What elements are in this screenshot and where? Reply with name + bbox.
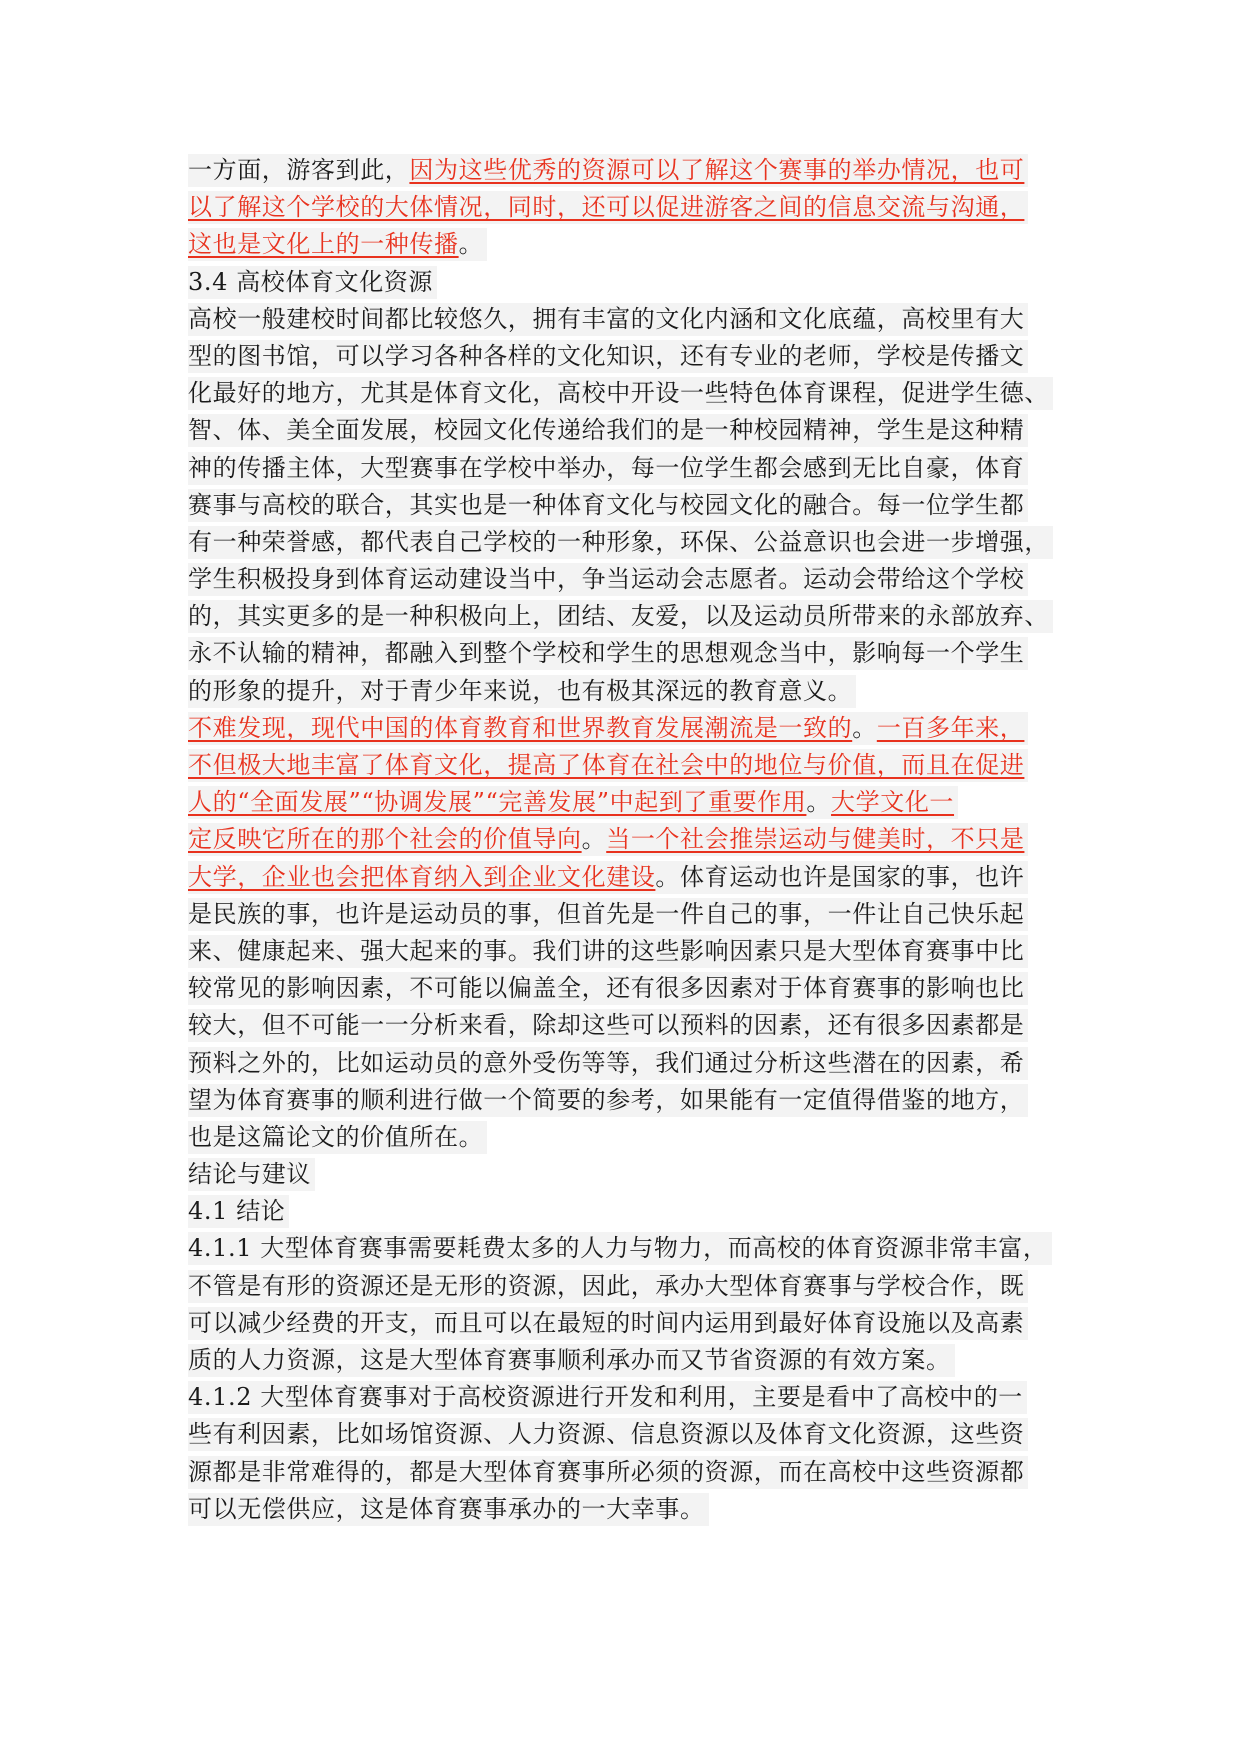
text-line-content [188, 898, 1028, 931]
text-line-content [188, 600, 1053, 633]
body-text: 结论与建议 [188, 1160, 311, 1189]
text-line [188, 561, 1068, 598]
body-text: 质的人力资源，这是大型体育赛事顺利承办而又节省资源的有效方案。 [188, 1346, 951, 1374]
body-text: 高校一般建校时间都比较悠久，拥有丰富的文化内涵和文化底蕴，高校里有大 [188, 304, 1025, 333]
text-line-content [188, 452, 1028, 485]
text-line-content [188, 414, 1028, 447]
text-line-content [188, 154, 1028, 187]
body-text: 一方面，游客到此， [188, 156, 410, 184]
text-line-content [188, 1158, 315, 1191]
text-line [188, 598, 1068, 635]
text-line [188, 524, 1068, 561]
body-text: 望为体育赛事的顺利进行做一个简要的参考，如果能有一定值得借鉴的地方， [188, 1085, 1025, 1114]
body-text: 可以减少经费的开支，而且可以在最短的时间内运用到最好体育设施以及高素 [188, 1308, 1025, 1337]
text-line [188, 189, 1068, 226]
body-text: 神的传播主体，大型赛事在学校中举办，每一位学生都会感到无比自豪，体育 [188, 453, 1025, 482]
text-line [188, 673, 1068, 710]
text-line [188, 412, 1068, 449]
text-line [188, 970, 1068, 1007]
text-line [188, 1193, 1068, 1230]
body-text: 化最好的地方，尤其是体育文化，高校中开设一些特色体育课程，促进学生德、 [188, 379, 1049, 408]
highlighted-text: 大学，企业也会把体育纳入到企业文化建设 [188, 862, 656, 891]
text-line-content [188, 1418, 1028, 1451]
text-line [188, 1454, 1068, 1491]
body-text: 。 [852, 713, 877, 742]
text-line [188, 1342, 1068, 1379]
text-line [188, 933, 1068, 970]
text-line [188, 338, 1068, 375]
body-text: 智、体、美全面发展，校园文化传递给我们的是一种校园精神，学生是这种精 [188, 416, 1025, 445]
text-line [188, 375, 1068, 412]
text-line [188, 1491, 1068, 1528]
highlighted-text: 这也是文化上的一种传播 [188, 230, 459, 259]
body-text: 源都是非常难得的，都是大型体育赛事所必须的资源，而在高校中这些资源都 [188, 1457, 1025, 1486]
text-line-content [188, 637, 1028, 670]
body-text: 的形象的提升，对于青少年来说，也有极其深远的教育意义。 [188, 676, 853, 705]
text-line [188, 710, 1068, 747]
text-line-content [188, 712, 1028, 745]
text-line-content [188, 266, 437, 299]
text-line [188, 450, 1068, 487]
text-line-content [188, 786, 958, 819]
text-line-content [188, 303, 1028, 336]
body-text: 也是这篇论文的价值所在。 [188, 1122, 484, 1151]
text-line-content [188, 749, 1028, 782]
text-line-content [188, 377, 1053, 410]
body-text: 4.1.2 大型体育赛事对于高校资源进行开发和利用，主要是看中了高校中的一 [188, 1383, 1023, 1412]
text-line-content [188, 1195, 289, 1228]
body-text: 较常见的影响因素，不可能以偏盖全，还有很多因素对于体育赛事的影响也比 [188, 974, 1025, 1003]
text-line-content [188, 861, 1028, 894]
highlighted-text: 当一个社会推崇运动与健美时，不只是 [606, 825, 1025, 854]
text-line [188, 264, 1068, 301]
text-line-content [188, 1344, 955, 1377]
text-line [188, 635, 1068, 672]
text-line-content [188, 1232, 1052, 1265]
text-line [188, 1230, 1068, 1267]
text-line-content [188, 1084, 1028, 1117]
body-text: 3.4 高校体育文化资源 [188, 267, 433, 296]
highlighted-text: 因为这些优秀的资源可以了解这个赛事的举办情况，也可 [409, 156, 1025, 184]
body-text: 型的图书馆，可以学习各种各样的文化知识，还有专业的老师，学校是传播文 [188, 341, 1025, 370]
text-line-content [188, 1270, 1028, 1303]
text-line [188, 1268, 1068, 1305]
text-line-content [188, 1307, 1028, 1340]
text-line [188, 1082, 1068, 1119]
text-line [188, 1119, 1068, 1156]
text-line [188, 301, 1068, 338]
body-text: 4.1.1 大型体育赛事需要耗费太多的人力与物力，而高校的体育资源非常丰富， [188, 1234, 1048, 1263]
text-line-content [188, 1047, 1028, 1080]
text-line-content [188, 526, 1053, 559]
text-line-content [188, 228, 487, 261]
text-line-content [188, 823, 1028, 856]
body-text: 。 [806, 788, 832, 817]
text-line [188, 747, 1068, 784]
text-line [188, 784, 1068, 821]
text-line [188, 487, 1068, 524]
body-text: 4.1 结论 [188, 1197, 286, 1226]
text-line-content [188, 191, 1028, 224]
text-line-content [188, 1456, 1028, 1489]
text-line-content [188, 935, 1028, 968]
text-line-content [188, 1381, 1027, 1414]
body-text: 可以无偿供应，这是体育赛事承办的一大幸事。 [188, 1494, 705, 1523]
body-text: 。体育运动也许是国家的事，也许 [655, 862, 1025, 891]
body-text: 来、健康起来、强大起来的事。我们讲的这些影响因素只是大型体育赛事中比 [188, 936, 1025, 965]
text-line [188, 1305, 1068, 1342]
body-text: 永不认输的精神，都融入到整个学校和学生的思想观念当中，影响每一个学生 [188, 639, 1025, 668]
text-line-content [188, 1121, 487, 1154]
body-text: 预料之外的，比如运动员的意外受伤等等，我们通过分析这些潜在的因素，希 [188, 1048, 1025, 1077]
text-line-content [188, 489, 1028, 522]
text-line [188, 1156, 1068, 1193]
body-text: 些有利因素，比如场馆资源、人力资源、信息资源以及体育文化资源，这些资 [188, 1420, 1025, 1449]
text-line [188, 821, 1068, 858]
body-text: 不管是有形的资源还是无形的资源，因此，承办大型体育赛事与学校合作，既 [188, 1271, 1025, 1300]
text-line-content [188, 1009, 1028, 1042]
text-line [188, 1007, 1068, 1044]
text-line-content [188, 563, 1028, 596]
body-text: 。 [581, 825, 607, 854]
document-page [188, 152, 1068, 1528]
highlighted-text: 不难发现，现代中国的体育教育和世界教育发展潮流是一致的 [188, 713, 853, 742]
text-line [188, 859, 1068, 896]
text-line [188, 1045, 1068, 1082]
highlighted-text: 大学文化一 [831, 788, 955, 817]
text-line-content [188, 972, 1028, 1005]
body-text: 有一种荣誉感，都代表自己学校的一种形象，环保、公益意识也会进一步增强， [188, 527, 1049, 556]
text-line-content [188, 675, 856, 708]
text-line [188, 1416, 1068, 1453]
body-text: 的，其实更多的是一种积极向上，团结、友爱，以及运动员所带来的永部放弃、 [188, 602, 1049, 631]
text-line-content [188, 1493, 709, 1526]
body-text: 是民族的事，也许是运动员的事，但首先是一件自己的事，一件让自己快乐起 [188, 899, 1025, 928]
text-line-content [188, 340, 1028, 373]
highlighted-text: 定反映它所在的那个社会的价值导向 [188, 825, 582, 854]
text-line [188, 152, 1068, 189]
text-line [188, 1379, 1068, 1416]
body-text: 较大，但不可能一一分析来看，除却这些可以预料的因素，还有很多因素都是 [188, 1011, 1025, 1040]
body-text: 学生积极投身到体育运动建设当中，争当运动会志愿者。运动会带给这个学校 [188, 565, 1025, 594]
body-text: 赛事与高校的联合，其实也是一种体育文化与校园文化的融合。每一位学生都 [188, 490, 1025, 519]
text-line [188, 896, 1068, 933]
highlighted-text: 人的“全面发展”“协调发展”“完善发展”中起到了重要作用 [188, 788, 807, 817]
highlighted-text: 不但极大地丰富了体育文化，提高了体育在社会中的地位与价值，而且在促进 [188, 751, 1025, 779]
text-line [188, 226, 1068, 263]
highlighted-text: 一百多年来， [876, 713, 1025, 742]
highlighted-text: 以了解这个学校的大体情况，同时，还可以促进游客之间的信息交流与沟通， [188, 193, 1025, 222]
body-text: 。 [458, 230, 484, 259]
